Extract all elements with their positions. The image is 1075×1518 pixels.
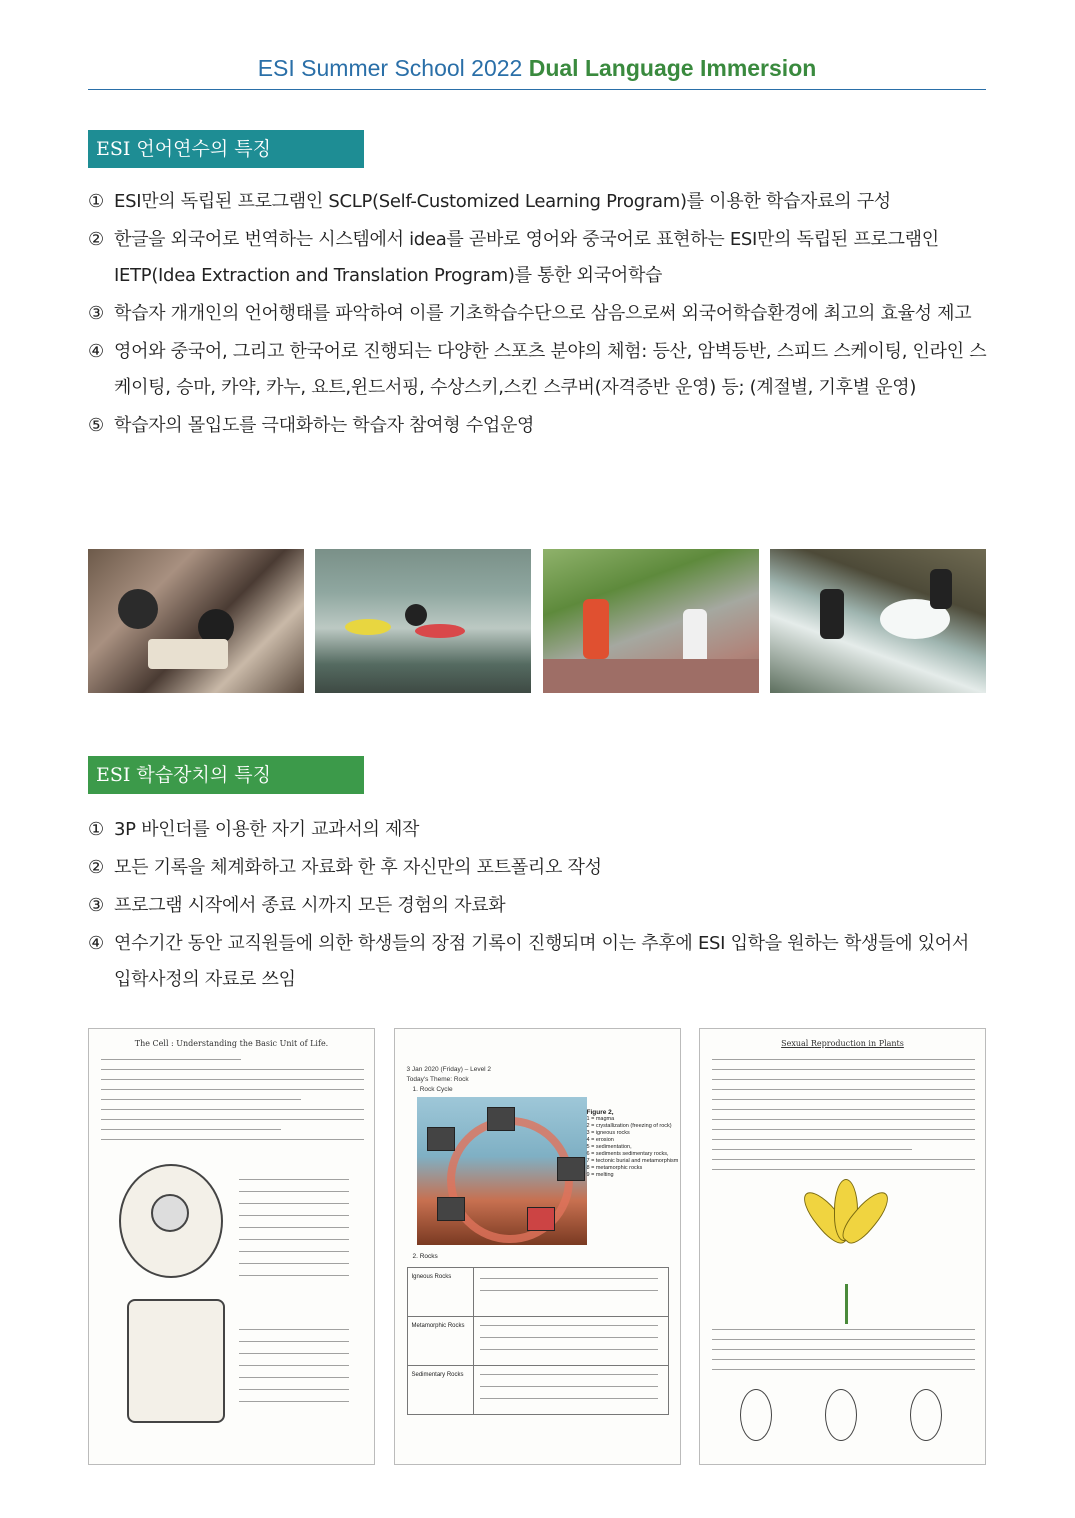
photo-stream — [770, 549, 986, 693]
header-title-part2: Dual Language Immersion — [528, 55, 817, 81]
photo-strip — [88, 549, 986, 693]
doc2-subtitle-rock-cycle: 1. Rock Cycle — [412, 1086, 453, 1093]
doc-rock-notes — [394, 1028, 681, 1465]
legend-item: 9 = melting — [586, 1172, 614, 1178]
page-header — [88, 55, 986, 90]
item-text: 학습자의 몰입도를 극대화하는 학습자 참여형 수업운영 — [114, 415, 535, 436]
rock-type: Metamorphic Rocks — [408, 1317, 474, 1365]
rock-type: Sedimentary Rocks — [408, 1366, 474, 1414]
list-item — [88, 850, 988, 886]
rock-cycle-figure — [417, 1097, 587, 1245]
doc1-title: The Cell : Understanding the Basic Unit of Life. — [134, 1039, 329, 1048]
list-item — [88, 888, 988, 924]
item-number: ③ — [88, 895, 104, 916]
list-item — [88, 408, 988, 444]
item-text: 프로그램 시작에서 종료 시까지 모든 경험의 자료화 — [114, 895, 506, 916]
item-text: 영어와 중국어, 그리고 한국어로 진행되는 다양한 스포츠 분야의 체험: 등산, 암벽등반, 스피드 스케이팅, 인라인 스케이팅, 승마, 카약, 카누, 요트,윈드서핑, 수상스키,스킨 스쿠버(자격증반 운영) 등; (계절별, 기후별 운영) — [114, 341, 987, 398]
legend-item: 7 = tectonic burial and metamorphism — [586, 1158, 679, 1164]
rock-cycle-legend — [587, 1109, 679, 1179]
sample-documents — [88, 1028, 986, 1465]
list-item — [88, 926, 988, 998]
cell-diagram-plant — [127, 1299, 225, 1423]
header-title-part1: ESI Summer School 2022 — [257, 55, 523, 81]
item-text: 3P 바인더를 이용한 자기 교과서의 제작 — [114, 819, 420, 840]
legend-item: 4 = erosion — [586, 1137, 614, 1143]
doc2-theme: Today's Theme: Rock — [406, 1076, 469, 1083]
item-number: ① — [88, 819, 104, 840]
item-number: ④ — [88, 933, 104, 954]
rock-type: Igneous Rocks — [408, 1268, 474, 1316]
list-item — [88, 222, 988, 294]
doc2-header — [407, 1065, 492, 1095]
doc2-date: 3 Jan 2020 (Friday) – Level 2 — [406, 1066, 492, 1073]
photo-hiking — [543, 549, 759, 693]
section2-list — [88, 812, 988, 1000]
item-text: 모든 기록을 체계화하고 자료화 한 후 자신만의 포트폴리오 작성 — [114, 857, 602, 878]
photo-swimming — [315, 549, 531, 693]
item-text: 학습자 개개인의 언어행태를 파악하여 이를 기초학습수단으로 삼음으로써 외국어학습환경에 최고의 효율성 제고 — [114, 303, 972, 324]
figure-label: Figure 2, — [586, 1109, 614, 1116]
legend-item: 6 = sediments sedimentary rocks, — [586, 1151, 669, 1157]
item-number: ④ — [88, 341, 104, 362]
list-item — [88, 334, 988, 406]
doc-plant-notes — [699, 1028, 986, 1465]
item-text: 연수기간 동안 교직원들에 의한 학생들의 장점 기록이 진행되며 이는 추후에 ESI 입학을 원하는 학생들에 있어서 입학사정의 자료로 쓰임 — [114, 933, 969, 990]
item-number: ③ — [88, 303, 104, 324]
item-text: 한글을 외국어로 번역하는 시스템에서 idea를 곧바로 영어와 중국어로 표현하는 ESI만의 독립된 프로그램인 IETP(Idea Extraction and Translation Program)를 통한 외국어학습 — [114, 229, 939, 286]
rocks-table — [407, 1267, 669, 1415]
item-number: ② — [88, 229, 104, 250]
doc3-title: Sexual Reproduction in Plants — [781, 1039, 904, 1048]
item-text: ESI만의 독립된 프로그램인 SCLP(Self-Customized Learning Program)를 이용한 학습자료의 구성 — [114, 191, 891, 212]
item-number: ① — [88, 191, 104, 212]
doc-cell-notes — [88, 1028, 375, 1465]
legend-item: 3 = igneous rocks — [586, 1130, 630, 1136]
section1-title: ESI 언어연수의 특징 — [88, 130, 364, 168]
item-number: ② — [88, 857, 104, 878]
legend-item: 1 = magma — [586, 1116, 615, 1122]
list-item — [88, 184, 988, 220]
legend-item: 8 = metamorphic rocks — [586, 1165, 643, 1171]
legend-item: 5 = sedimentation, — [586, 1144, 632, 1150]
photo-classroom — [88, 549, 304, 693]
legend-item: 2 = crystallization (freezing of rock) — [586, 1123, 672, 1129]
list-item — [88, 812, 988, 848]
list-item — [88, 296, 988, 332]
flower-diagram — [810, 1179, 880, 1269]
item-number: ⑤ — [88, 415, 104, 436]
section2-title: ESI 학습장치의 특징 — [88, 756, 364, 794]
doc2-subtitle-rocks: 2. Rocks — [412, 1253, 438, 1260]
section1-list — [88, 184, 988, 446]
